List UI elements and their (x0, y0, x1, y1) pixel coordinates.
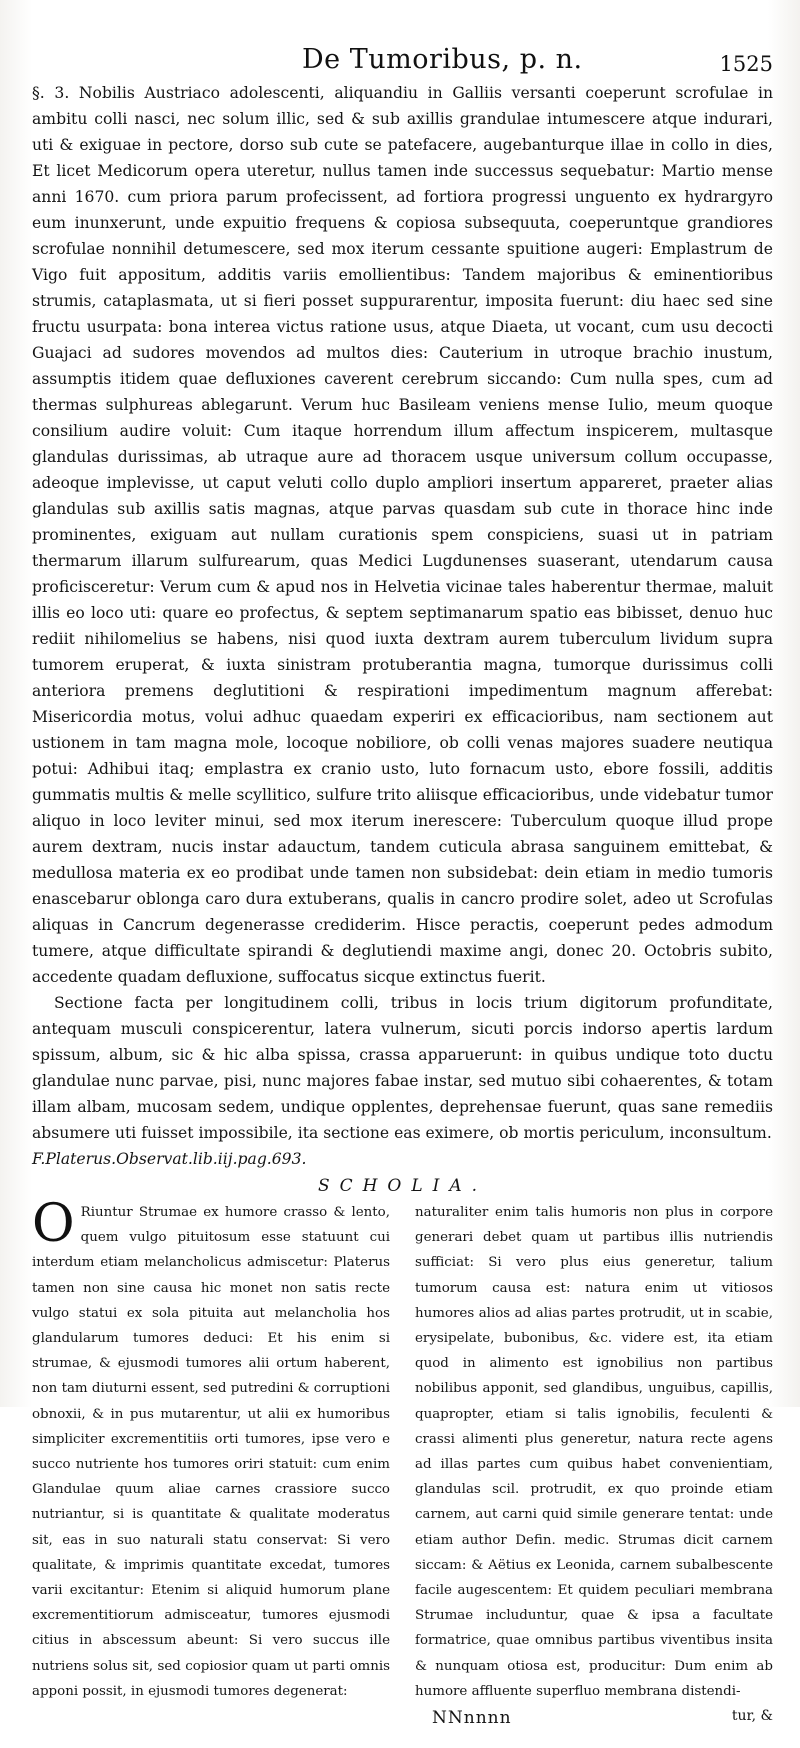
dissection-paragraph: Sectione facta per longitudinem colli, tribus in locis trium digitorum profunditate, antequam musculi conspicerentur, latera vulnerum, sicuti porcis indorso apertis lardum spissum, album, sic & hic alba spissa, crassa apparuerunt: in quibus undique toto ductu glandulae nunc parvae, pisi, nunc majores fabae instar, sed mutuo sibi cohaerentes, & totam illam albam, mucosam sedem, undique opplentes, deprehensae fuerunt, quas sane remediis absumere uti fuisset impossibile, ita sectione eas eximere, ob mortis periculum, inconsultum. (32, 994, 773, 1142)
scholia-right-column (415, 1200, 773, 1704)
observation-paragraph: §. 3. Nobilis Austriaco adolescenti, aliquandiu in Galliis versanti coeperunt scrofulae in ambitu colli nasci, nec solum illic, sed & sub axillis grandulae intumescere atque indurari, uti & exiguae in pectore, dorso sub cute se patefacere, augebanturque illae in collo in dies, Et licet Medicorum opera uteretur, nullus tamen inde successus sequebatur: Martio mense anni 1670. cum priora parum profecissent, ad fortiora progressi unguento ex hydrargyro eum inunxerunt, unde expuitio frequens & copiosa subsequuta, coeperuntque grandiores scrofulae nonnihil detumescere, sed mox iterum cessante spuitione augeri: Emplastrum de Vigo fuit appositum, additis variis emollientibus: Tandem majoribus & eminentioribus strumis, cataplasmata, ut si fieri posset suppurarentur, imposita fuerunt: diu haec sed sine fructu usurpata: bona interea victus ratione usus, atque Diaeta, ut vocant, cum usu decocti Guajaci ad sudores movendos ad multos dies: Cauterium in utroque brachio inustum, assumptis itidem quae defluxiones caverent cerebrum siccando: Cum nulla spes, cum ad thermas sulphureas ablegarunt. Verum huc Basileam veniens mense Iulio, meum quoque consilium audire voluit: Cum itaque horrendum illum affectum inspicerem, multasque glandulas durissimas, ab utraque aure ad thoracem usque universum collum occupasse, adeoque implevisse, ut caput veluti collo duplo ampliori insertum appareret, praeter alias glandulas sub axillis satis magnas, atque parvas quasdam sub cute in thorace hinc inde prominentes, exiguam aut nullam curationis spem conspiciens, suasi ut in patriam thermarum illarum sulfurearum, quas Medici Lugdunenses suaserant, utendarum causa proficisceretur: Verum cum & apud nos in Helvetia vicinae tales haberentur thermae, maluit illis eo loco uti: quare eo profectus, & septem septimanarum spatio eas bibisset, denuo huc rediit nihilomelius se habens, nisi quod iuxta dextram aurem tuberculum lividum supra tumorem eruperat, & iuxta sinistram protuberantia magna, tumorque durissimus colli anteriora premens deglutitioni & respirationi impedimentum magnum afferebat: Misericordia motus, volui adhuc quaedam experiri ex efficacioribus, nam sectionem aut ustionem in tam magna mole, locoque nobiliore, ob colli venas majores suadere neutiqua potui: Adhibui itaq; emplastra ex cranio usto, luto fornacum usto, ebore fossili, additis gummatis multis & melle scyllitico, sulfure trito aliisque efficacioribus, unde videbatur tumor aliquo in loco leviter minui, sed mox iterum inerescere: Tuberculum quoque illud prope aurem dextram, nucis instar adauctum, tandem cuticula abrasa sanguinem emittebat, & medullosa materia ex eo prodibat unde tamen non subsidebat: dein etiam in medio tumoris enascebarur oblonga caro dura extuberans, qualis in cancro prodire solet, adeo ut Scrofulas aliquas in Cancrum degenerasse crediderim. Hisce peractis, coeperunt pedes admodum tumere, atque difficultate spirandi & deglutiendi maxime angi, donec 20. Octobris subito, accedente quadam defluxione, suffocatus sicque extinctus fuerit. (32, 84, 773, 986)
catchword: tur, & (731, 1708, 773, 1725)
observation-section (32, 80, 773, 1172)
scholia-left-text: Riuntur Strumae ex humore crasso & lento, quem vulgo pituitosum esse statuunt cui interdum etiam melancholicus admiscetur: Platerus tamen non sine causa hic monet non satis recte vulgo statui ex sola pituita aut melancholia hos glandularum tumores deduci: Et his enim si strumae, & ejusmodi tumores alii ortum haberent, non tam diuturni essent, sed putredini & corruptioni obnoxii, & in pus mutarentur, ut alii ex humoribus simpliciter excrementitiis orti tumores, ipse vero e succo nutriente hos tumores oriri statuit: cum enim Glandulae quum aliae carnes crassiore succo nutriantur, si is quantitate & qualitate moderatus sit, eas in suo naturali statu conservat: Si vero qualitate, & imprimis quantitate excedat, tumores varii excitantur: Etenim si aliquid humorum plane excrementitiorum admisceatur, tumores ejusmodi citius in abscessum abeunt: Si vero succus ille nutriens solus sit, sed copiosior quam ut parti omnis apponi possit, in ejusmodi tumores degenerat: (32, 1205, 390, 1699)
source-citation: F.Platerus.Observat.lib.iij.pag.693. (32, 1150, 307, 1168)
signature-mark: NNnnnn (432, 1708, 512, 1729)
scholia-heading: SCHOLIA. (317, 1176, 488, 1196)
scholia-columns (32, 1194, 773, 1704)
running-title: De Tumoribus, p. n. (302, 44, 583, 75)
scholia-left-column (32, 1194, 390, 1704)
page-number: 1525 (719, 52, 773, 76)
drop-capital: O (32, 1194, 75, 1254)
page-footer (32, 1708, 773, 1748)
scholia-right-text: naturaliter enim talis humoris non plus in corpore generari debet quam ut partibus illis nutriendis sufficiat: Si vero plus eius generetur, talium tumorum causa est: natura enim ut vitiosos humores alios ad alias partes protrudit, ut in scabie, erysipelate, bubonibus, &c. videre est, ita etiam quod in alimento est ignobilius non partibus nobilibus apponit, sed glandibus, unguibus, capillis, quapropter, etiam si talis ignobilis, feculenti & crassi alimenti plus generetur, natura recte agens ad illas partes cum quibus habet convenientiam, glandulas scil. protrudit, ex quo proinde etiam carnem, aut carni quid simile generare tentat: unde etiam author Defin. medic. Strumas dicit carnem siccam: & Aëtius ex Leonida, carnem subalbescente facile augescentem: Et quidem peculiari membrana Strumae includuntur, quae & ipsa a facultate formatrice, quae omnibus partibus viventibus insita & nunquam otiosa est, producitur: Dum enim ab humore affluente superfluo membrana distendi- (415, 1205, 773, 1699)
page-header (32, 0, 773, 80)
